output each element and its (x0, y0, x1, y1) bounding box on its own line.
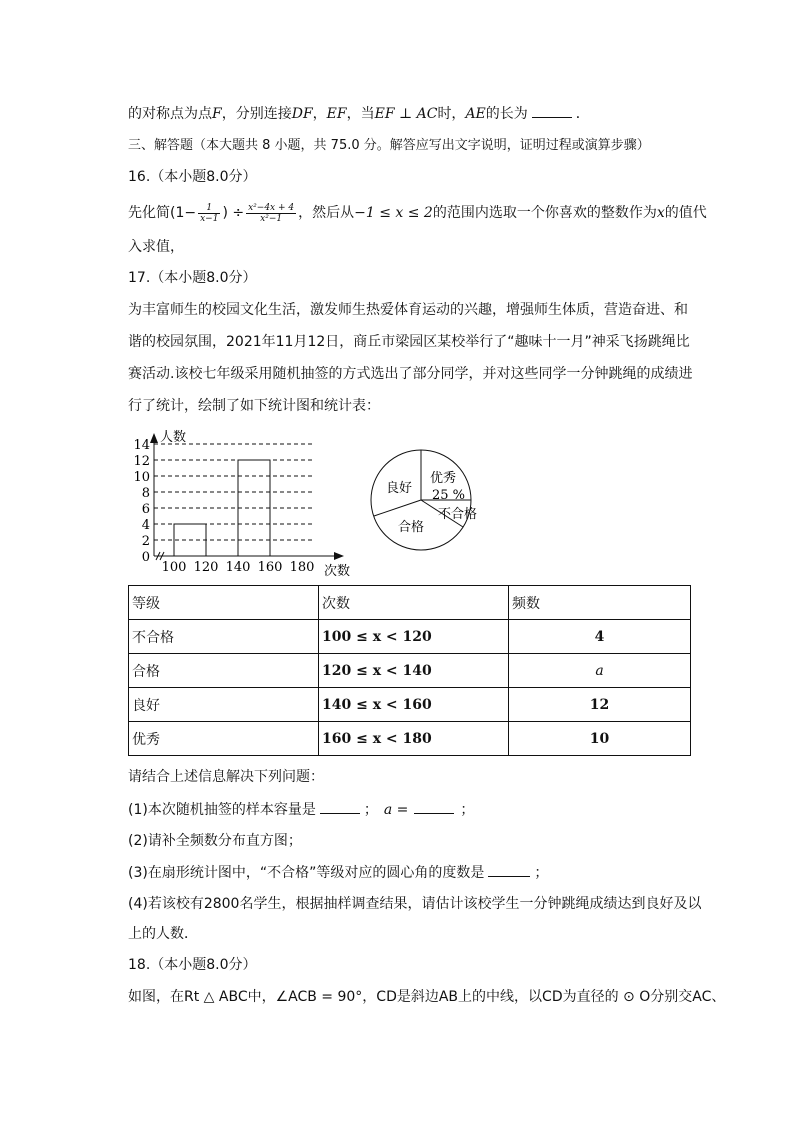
pie-chart (368, 448, 486, 558)
table-header: 等级 (129, 586, 319, 620)
answer-blank[interactable] (320, 799, 360, 814)
y-tick-label: 6 (141, 502, 150, 517)
pie-label-pass: 合格 (398, 520, 425, 535)
y-axis-label: 人数 (160, 430, 187, 445)
sub-question-4: (4)若该校有2800名学生，根据抽样调查结果，请估计该校学生一分钟跳绳成绩达到良好及以 (128, 896, 702, 912)
question-18-text: 如图，在Rt △ ABC中，∠ACB = 90°，CD是斜边AB上的中线，以CD为直径的 ⊙ O分别交AC、 (128, 989, 726, 1005)
math-a: a = (383, 802, 409, 818)
text: ，然后从 (298, 205, 355, 221)
y-axis-arrow (150, 433, 158, 443)
pie-label-good: 良好 (386, 481, 413, 496)
math-f: F (212, 106, 222, 122)
answer-blank[interactable] (488, 862, 530, 877)
grade-cell: 不合格 (129, 620, 319, 654)
text: ， (312, 106, 327, 122)
text: 的对称点为点 (128, 106, 212, 122)
paragraph-line: 为丰富师生的校园文化生活，激发师生热爱体育运动的兴趣，增强师生体质，营造奋进、和 (128, 302, 688, 318)
paragraph-line: 谐的校园氛围，2021年11月12日，商丘市梁园区某校举行了“趣味十一月”神采飞扬跳绳比 (128, 334, 690, 350)
histogram (128, 425, 363, 580)
math-df: DF (291, 106, 313, 122)
text: ； (363, 802, 378, 818)
x-axis-arrow (334, 552, 344, 560)
text: ，当 (346, 106, 375, 122)
pie-divider (374, 500, 421, 516)
y-tick-label: 10 (133, 470, 150, 485)
count-cell: 12 (509, 688, 691, 722)
table-row (129, 688, 691, 722)
grade-cell: 合格 (129, 654, 319, 688)
text: 时， (437, 106, 466, 122)
text: 的值代 (664, 205, 707, 221)
paragraph-line: 赛活动.该校七年级采用随机抽签的方式选出了部分同学，并对这些同学一分钟跳绳的成绩进 (128, 366, 693, 382)
y-tick-label: 14 (133, 438, 150, 453)
range-cell: 120 ≤ x < 140 (319, 654, 509, 688)
x-tick-label: 180 (289, 560, 315, 575)
text: ； (534, 865, 549, 881)
fraction-1: $\frac{1}{x-1}$ (200, 202, 219, 224)
question-16-text (128, 200, 707, 226)
frequency-table (128, 585, 691, 756)
sub-question-2: (2)请补全频数分布直方图； (128, 833, 302, 849)
instruction: 请结合上述信息解决下列问题： (128, 769, 324, 785)
text: ) ÷ (222, 205, 245, 221)
y-tick-label: 8 (141, 486, 150, 501)
grade-cell: 优秀 (129, 722, 319, 756)
math-x: x (656, 205, 665, 221)
math-ae: AE (465, 106, 486, 122)
table-header: 次数 (319, 586, 509, 620)
answer-blank[interactable] (532, 103, 572, 118)
x-tick-label: 140 (225, 560, 251, 575)
math-ef: EF (326, 106, 347, 122)
sub-question-3 (128, 862, 548, 883)
question-16-number: 16.（本小题8.0分） (128, 169, 257, 185)
y-tick-label: 4 (141, 518, 150, 533)
x-tick-label: 120 (193, 560, 219, 575)
text: 先化简(1− (128, 205, 197, 221)
text: ，分别连接 (221, 106, 292, 122)
y-tick-label: 0 (141, 550, 150, 565)
line-continuation (128, 103, 590, 124)
text: 的长为 (485, 106, 528, 122)
count-cell: 10 (509, 722, 691, 756)
table-row (129, 620, 691, 654)
x-tick-label: 100 (161, 560, 187, 575)
pie-label-fail: 不合格 (438, 507, 478, 522)
grade-cell: 良好 (129, 688, 319, 722)
table-header: 频数 (509, 586, 691, 620)
sub-question-1 (128, 799, 474, 820)
range-cell: 160 ≤ x < 180 (319, 722, 509, 756)
section-heading: 三、解答题（本大题共 8 小题，共 75.0 分。解答应写出文字说明，证明过程或演算步骤） (128, 138, 650, 153)
x-tick-label: 160 (257, 560, 283, 575)
table-row (129, 722, 691, 756)
text: ． (575, 106, 590, 122)
y-tick-label: 2 (141, 534, 150, 549)
fraction-2: $\frac{\text{x²−4x + 4}}{\text{x²−1}}$ (248, 202, 295, 224)
question-17-number: 17.（本小题8.0分） (128, 270, 257, 286)
x-axis-label: 次数 (324, 564, 351, 579)
text: 的范围内选取一个你喜欢的整数作为 (432, 205, 657, 221)
table-header-row (129, 586, 691, 620)
text: ； (460, 802, 475, 818)
question-18-number: 18.（本小题8.0分） (128, 957, 257, 973)
math-range: −1 ≤ x ≤ 2 (354, 205, 433, 221)
count-cell: 4 (509, 620, 691, 654)
y-tick-label: 12 (133, 454, 150, 469)
paragraph-line: 行了统计，绘制了如下统计图和统计表： (128, 398, 380, 414)
range-cell: 100 ≤ x < 120 (319, 620, 509, 654)
sub-question-4-cont: 上的人数． (128, 926, 198, 942)
text: (3)在扇形统计图中，“不合格”等级对应的圆心角的度数是 (128, 865, 485, 881)
pie-annotation-25: 25 % (432, 488, 466, 503)
pie-label-excellent: 优秀 (430, 471, 457, 486)
question-16-text-cont: 入求值， (128, 239, 184, 255)
math-ef-perp-ac: EF ⊥ AC (374, 106, 438, 122)
text: (1)本次随机抽签的样本容量是 (128, 802, 316, 818)
table-row (129, 654, 691, 688)
count-cell: a (509, 654, 691, 688)
range-cell: 140 ≤ x < 160 (319, 688, 509, 722)
answer-blank[interactable] (414, 799, 454, 814)
